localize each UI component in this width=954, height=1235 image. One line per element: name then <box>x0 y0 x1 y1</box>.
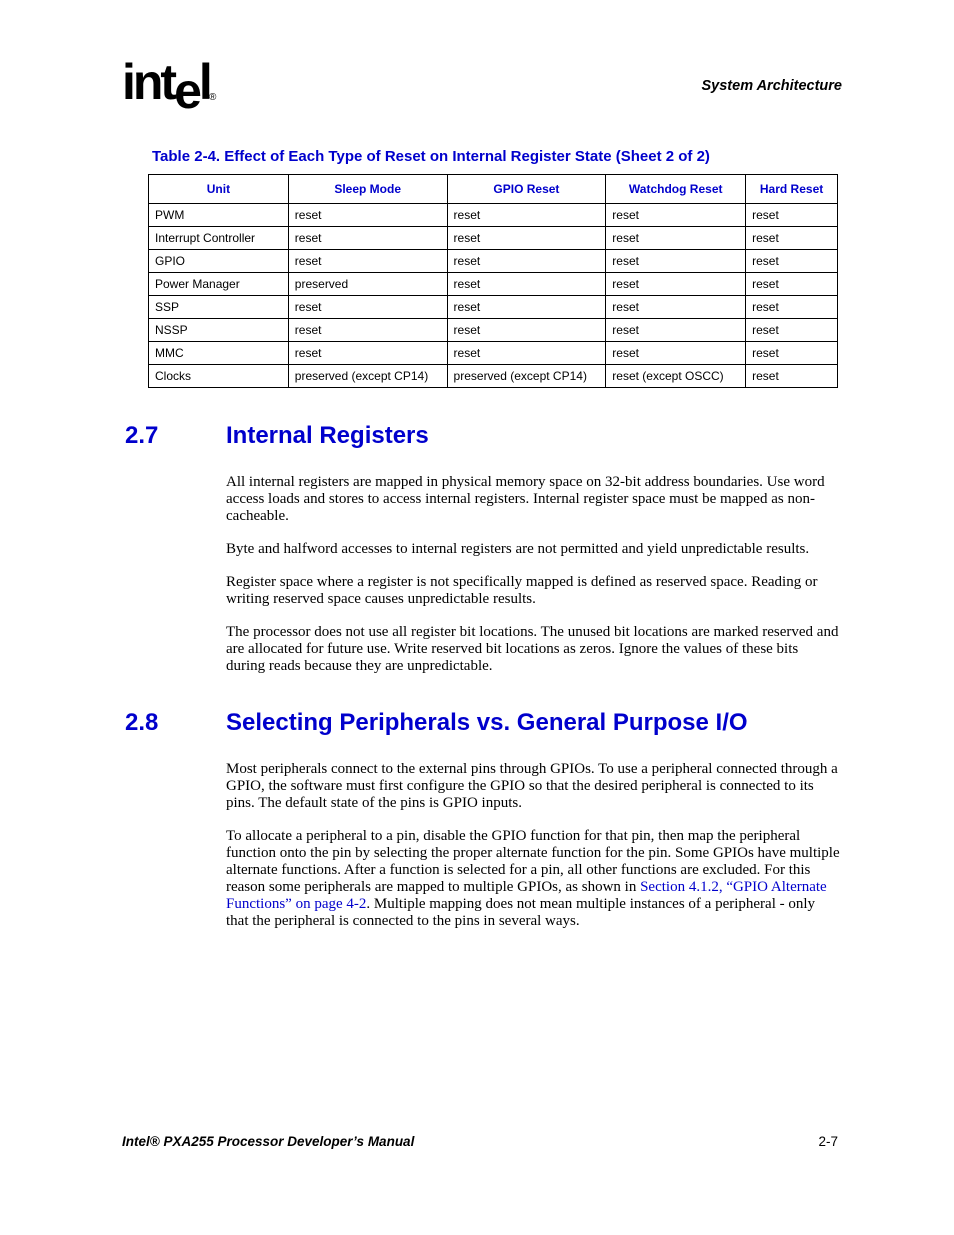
table-cell: reset <box>288 296 447 319</box>
paragraph: Register space where a register is not specifically mapped is defined as reserved space. Reading or writing reserved space causes unpredictable results. <box>226 574 818 607</box>
column-header-unit: Unit <box>149 175 289 204</box>
paragraph-text: . Multiple mapping does not mean multiple instances of a peripheral - only that the peripheral is connected to the pins in several ways. <box>226 896 816 929</box>
table-cell: reset <box>746 319 838 342</box>
table-cell: reset <box>447 250 606 273</box>
table-cell: MMC <box>149 342 289 365</box>
section-title: Selecting Peripherals vs. General Purpose I/O <box>226 709 748 736</box>
paragraph: Byte and halfword accesses to internal registers are not permitted and yield unpredictable results. <box>226 541 810 557</box>
table-cell: preserved (except CP14) <box>288 365 447 388</box>
table-cell: reset <box>288 319 447 342</box>
table-cell: reset <box>746 227 838 250</box>
page-number: 2-7 <box>818 1134 838 1149</box>
table-caption: Table 2-4. Effect of Each Type of Reset on Internal Register State (Sheet 2 of 2) <box>152 148 710 165</box>
table-cell: PWM <box>149 204 289 227</box>
table-cell: reset <box>746 204 838 227</box>
column-header-watchdog-reset: Watchdog Reset <box>606 175 746 204</box>
table-cell: reset <box>606 227 746 250</box>
table-cell: reset <box>288 227 447 250</box>
table-cell: reset <box>447 204 606 227</box>
table-header-row <box>149 175 838 204</box>
reset-effect-table <box>148 174 838 388</box>
table-cell: reset <box>447 342 606 365</box>
column-header-sleep-mode: Sleep Mode <box>288 175 447 204</box>
table-cell: GPIO <box>149 250 289 273</box>
section-number: 2.7 <box>125 422 159 449</box>
table-row <box>149 227 838 250</box>
section-title: Internal Registers <box>226 422 429 449</box>
table-cell: NSSP <box>149 319 289 342</box>
table-cell: reset <box>606 204 746 227</box>
section-number: 2.8 <box>125 709 159 736</box>
table-cell: preserved <box>288 273 447 296</box>
paragraph-text: To allocate a peripheral to a pin, disable the GPIO function for that pin, then map the peripheral function onto the pin by selecting the proper alternate function for the pin. Some GPIOs have multiple alternate functions. After a function is selected for a pin, all other functions are excluded. For this reason some peripherals are mapped to multiple GPIOs, as shown in <box>226 828 840 895</box>
table-cell: Clocks <box>149 365 289 388</box>
paragraph: Most peripherals connect to the external pins through GPIOs. To use a peripheral connected through a GPIO, the software must first configure the GPIO so that the desired peripheral is connected to its pins. The default state of the pins is GPIO inputs. <box>226 761 838 811</box>
table-cell: reset <box>606 250 746 273</box>
table-cell: reset <box>746 250 838 273</box>
logo-int: int <box>122 54 175 110</box>
table-cell: reset <box>746 273 838 296</box>
table-row <box>149 250 838 273</box>
table-cell: Interrupt Controller <box>149 227 289 250</box>
column-header-gpio-reset: GPIO Reset <box>447 175 606 204</box>
table-cell: reset <box>447 273 606 296</box>
cross-reference-link[interactable]: Section 4.1.2, “GPIO Alternate Functions” on page 4-2 <box>226 879 827 912</box>
registered-mark: ® <box>209 92 217 103</box>
table-row <box>149 365 838 388</box>
footer-title: Intel® PXA255 Processor Developer’s Manual <box>122 1134 415 1149</box>
paragraph <box>226 828 840 930</box>
table-cell: reset <box>746 342 838 365</box>
logo-l: l <box>198 54 210 110</box>
logo-e: e <box>174 63 199 119</box>
table-cell: reset <box>606 342 746 365</box>
table-cell: reset <box>746 365 838 388</box>
table-cell: reset <box>447 296 606 319</box>
table-cell: SSP <box>149 296 289 319</box>
table-row <box>149 319 838 342</box>
table-row <box>149 273 838 296</box>
table-row <box>149 296 838 319</box>
intel-logo <box>122 54 232 120</box>
column-header-hard-reset: Hard Reset <box>746 175 838 204</box>
table-cell: reset <box>606 296 746 319</box>
table-cell: Power Manager <box>149 273 289 296</box>
table-row <box>149 204 838 227</box>
table-cell: reset <box>746 296 838 319</box>
table-cell: reset <box>606 319 746 342</box>
table-cell: reset <box>288 342 447 365</box>
table-cell: reset <box>288 250 447 273</box>
table-cell: reset <box>606 273 746 296</box>
paragraph: The processor does not use all register bit locations. The unused bit locations are marked reserved and are allocated for future use. Write reserved bit locations as zeros. Ignore the values of these bits during reads because they are unpredictable. <box>226 624 839 674</box>
table-cell: reset <box>447 319 606 342</box>
table-cell: reset (except OSCC) <box>606 365 746 388</box>
table-row <box>149 342 838 365</box>
paragraph: All internal registers are mapped in physical memory space on 32-bit address boundaries. Use word access loads and stores to access internal registers. Internal register space must be mapped as non-cacheable. <box>226 474 825 524</box>
table-cell: preserved (except CP14) <box>447 365 606 388</box>
table-cell: reset <box>447 227 606 250</box>
intel-logo-wordmark <box>122 52 210 119</box>
running-header: System Architecture <box>701 78 842 94</box>
table-cell: reset <box>288 204 447 227</box>
